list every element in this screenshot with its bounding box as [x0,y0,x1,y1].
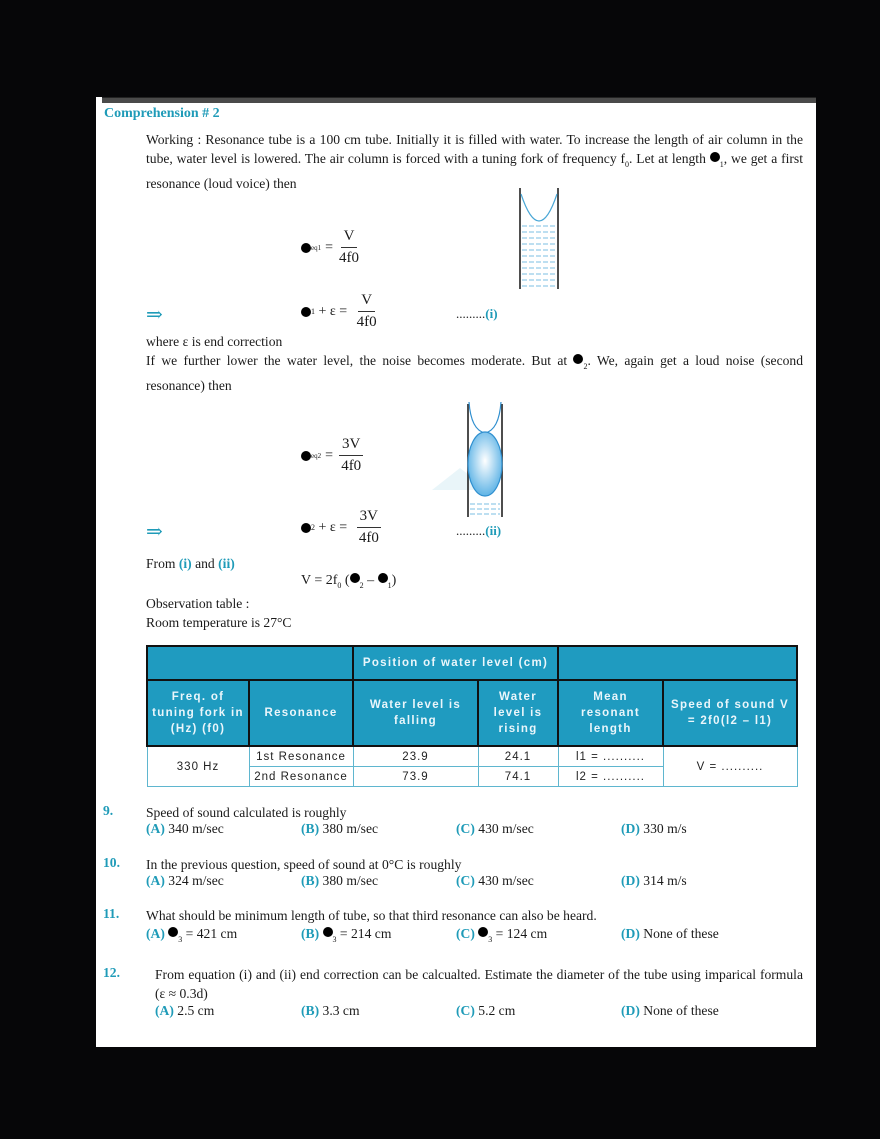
option-text: = 214 cm [336,926,392,941]
empty-header [147,646,353,680]
option-text: None of these [639,1003,719,1018]
option-a[interactable] [146,821,224,837]
subscript: 1 [311,307,315,316]
reference-i: (i) [178,556,192,571]
intro-paragraph [146,130,803,193]
numerator: 3V [357,508,381,528]
subscript: 3 [332,935,337,944]
denominator: 4f0 [358,530,379,546]
length-symbol-icon [478,927,488,937]
operator: + ε = [315,519,351,535]
option-c[interactable] [456,873,534,889]
subscript: 0 [625,160,629,169]
equation-eq1 [301,228,359,267]
from-line [146,554,803,573]
option-d[interactable] [621,873,687,889]
length-symbol-icon [573,354,583,364]
option-label: (B) [301,926,320,941]
subscript: 2 [583,362,588,371]
question-number: 9. [103,803,114,818]
length-symbol-icon [710,152,720,162]
operator: + ε = [315,303,351,319]
option-a[interactable] [155,1003,214,1019]
subscript: 1 [719,160,724,169]
header-speed: Speed of sound V = 2f0(l2 – l1) [663,680,797,746]
subscript: 3 [488,935,493,944]
fraction [339,228,359,267]
text: From [146,556,179,571]
option-a[interactable] [146,873,224,889]
speed-formula [301,573,396,590]
header-frequency: Freq. of tuning fork in (Hz) (f0) [147,680,249,746]
empty-header [558,646,797,680]
dots: ......... [456,523,486,538]
option-label: (C) [456,821,475,836]
length-symbol-icon [168,927,178,937]
option-b[interactable] [301,1003,360,1019]
length-symbol-icon [350,573,360,583]
end-correction-text: where ε is end correction [146,334,283,349]
option-text: = 421 cm [182,926,238,941]
question-text: In the previous question, speed of sound at 0°C is roughly [146,857,462,872]
text: V = 2f [301,573,338,588]
option-label: (B) [301,873,320,888]
option-b[interactable] [301,926,391,944]
option-label: (C) [456,873,475,888]
option-c[interactable] [456,926,547,944]
option-label: (B) [301,1003,320,1018]
text: and [191,556,219,571]
equation-marker-i [456,306,498,322]
option-a[interactable] [146,926,237,944]
option-text: 430 m/sec [474,821,534,836]
length-symbol-icon [301,307,311,317]
header-resonance: Resonance [249,680,353,746]
marker-label: (ii) [485,523,502,538]
equation-i [301,292,377,331]
subscript: eq2 [311,451,322,460]
observation-label: Observation table : [146,596,250,611]
length-symbol-icon [301,243,311,253]
option-text: 324 m/sec [164,873,224,888]
option-label: (A) [146,926,165,941]
question-number: 12. [103,965,120,980]
implies-arrow-icon: ⇒ [146,521,163,543]
text: ( [341,573,350,588]
implies-arrow-icon: ⇒ [146,304,163,326]
cell-falling: 73.9 [353,767,478,787]
subscript: eq1 [311,243,322,252]
option-text: 380 m/sec [319,821,379,836]
option-text: 330 m/s [639,821,687,836]
intro-text: . Let at length [629,151,710,166]
option-text: 430 m/sec [474,873,534,888]
option-label: (A) [155,1003,174,1018]
cell-rising: 24.1 [478,746,558,767]
equation-eq2 [301,436,363,475]
option-b[interactable] [301,821,378,837]
question-number: 10. [103,855,120,870]
subscript: 3 [178,935,183,944]
subscript: 1 [387,581,392,590]
fraction [357,508,381,547]
option-d[interactable] [621,1003,719,1019]
room-temperature: Room temperature is 27°C [146,615,292,630]
equals: = [325,239,334,255]
equation-marker-ii [456,523,501,539]
table-row [147,746,797,767]
para-text: . We, again get a loud noise (second resonance) then [146,353,803,393]
question-text: What should be minimum length of tube, so that third resonance can also be heard. [146,908,597,923]
option-label: (A) [146,821,165,836]
option-text: None of these [639,926,719,941]
denominator: 4f0 [341,458,362,474]
option-text: 2.5 cm [173,1003,215,1018]
tube-first-resonance-diagram [515,186,565,291]
fraction [339,436,363,475]
option-text: 340 m/sec [164,821,224,836]
option-text: 5.2 cm [474,1003,516,1018]
numerator: V [358,292,375,312]
fraction [357,292,377,331]
option-label: (D) [621,926,640,941]
option-label: (A) [146,873,165,888]
observation-table [146,645,798,787]
numerator: V [341,228,358,248]
cell-mean: l1 = .......... [558,746,663,767]
reference-ii: (ii) [218,556,235,571]
cell-resonance: 1st Resonance [249,746,353,767]
cell-frequency: 330 Hz [147,746,249,787]
header-mean: Mean resonant length [558,680,663,746]
option-text: = 124 cm [492,926,548,941]
length-symbol-icon [301,523,311,533]
second-paragraph [146,351,803,395]
para-text: If we further lower the water level, the noise becomes moderate. But at [146,353,574,368]
marker-label: (i) [485,306,498,321]
question-text: From equation (i) and (ii) end correction can be calcualted. Estimate the diameter of the tube using imparical formula (ε ≈ 0.3d) [155,967,803,1001]
cell-falling: 23.9 [353,746,478,767]
length-symbol-icon [301,451,311,461]
intro-text: , we get a first resonance (loud voice) then [146,151,803,191]
option-label: (C) [456,1003,475,1018]
cell-mean: l2 = .......... [558,767,663,787]
subscript: 0 [337,581,342,590]
dots: ......... [456,306,486,321]
option-text: 314 m/s [639,873,687,888]
cell-speed: V = .......... [663,746,797,787]
length-symbol-icon [323,927,333,937]
cell-resonance: 2nd Resonance [249,767,353,787]
subscript: 2 [311,523,315,532]
section-title: Comprehension # 2 [104,106,220,121]
table-group-header-row [147,646,797,680]
question-text: Speed of sound calculated is roughly [146,805,347,820]
option-label: (D) [621,1003,640,1018]
header-falling: Water level is falling [353,680,478,746]
header-rising: Water level is rising [478,680,558,746]
top-rule [102,97,816,103]
table-header-row [147,680,797,746]
intro-text: Working : Resonance tube is a 100 cm tube. Initially it is filled with water. To increase the length of air column in the tube, water level is lowered. The air column is forced with a tuning fork of frequency f [146,132,803,166]
numerator: 3V [339,436,363,456]
length-symbol-icon [378,573,388,583]
question-number: 11. [103,906,120,921]
option-c[interactable] [456,821,534,837]
text: – [363,573,378,588]
equals: = [325,447,334,463]
option-label: (D) [621,873,640,888]
option-label: (C) [456,926,475,941]
denominator: 4f0 [339,250,360,266]
option-label: (B) [301,821,320,836]
subscript: 2 [359,581,364,590]
option-d[interactable] [621,821,687,837]
option-c[interactable] [456,1003,515,1019]
cell-rising: 74.1 [478,767,558,787]
equation-ii [301,508,381,547]
text: ) [391,573,397,588]
option-label: (D) [621,821,640,836]
denominator: 4f0 [356,314,377,330]
option-text: 380 m/sec [319,873,379,888]
option-text: 3.3 cm [319,1003,360,1018]
option-b[interactable] [301,873,378,889]
tube-second-resonance-diagram [463,400,508,518]
option-d[interactable] [621,926,719,942]
group-header-position: Position of water level (cm) [353,646,558,680]
